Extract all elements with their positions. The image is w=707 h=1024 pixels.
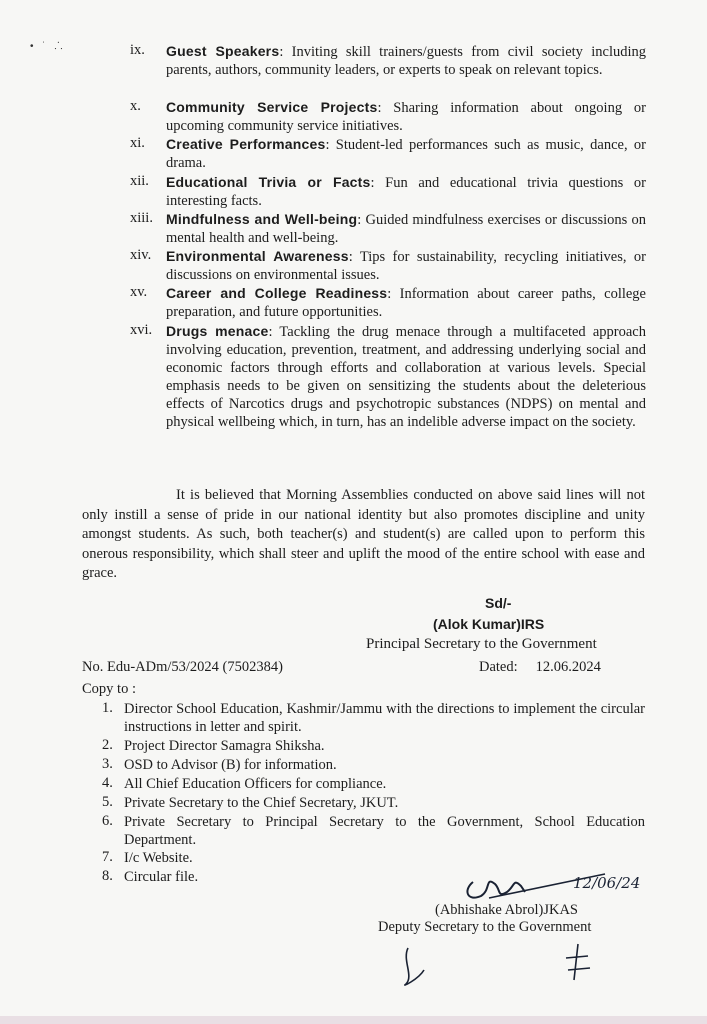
copy-item-text: Project Director Samagra Shiksha. bbox=[124, 738, 325, 754]
list-item-body: : Sharing information about ongoing or upcoming community service initiatives. bbox=[166, 100, 646, 134]
signature-date: 12/06/24 bbox=[573, 874, 641, 892]
signatory-title: Principal Secretary to the Government bbox=[366, 636, 597, 652]
list-item-title: Guest Speakers bbox=[166, 43, 280, 59]
copy-item-text: Private Secretary to Principal Secretary to the Government, School Education Department. bbox=[124, 814, 645, 848]
dated-line bbox=[479, 659, 601, 676]
scan-specks: • ˙ ⸫ bbox=[30, 41, 66, 52]
reference-number: No. Edu-ADm/53/2024 (7502384) bbox=[82, 659, 283, 675]
list-item-body: : Tips for sustainability, recycling initiatives, or discussions on environmental issues. bbox=[166, 249, 646, 283]
signatory-name: (Alok Kumar)IRS bbox=[433, 616, 545, 632]
copy-item-number: 7. bbox=[102, 849, 113, 865]
list-item-body: : Inviting skill trainers/guests from civil society including parents, authors, community leaders, or experts to speak on relevant topics. bbox=[166, 44, 646, 78]
list-item-text bbox=[166, 98, 646, 135]
list-item-title: Drugs menace bbox=[166, 323, 269, 339]
list-item-text bbox=[166, 322, 646, 431]
list-item-number: xv. bbox=[130, 284, 148, 300]
list-item-title: Educational Trivia or Facts bbox=[166, 174, 371, 190]
deputy-name: (Abhishake Abrol)JKAS bbox=[435, 902, 578, 918]
copy-item-text: All Chief Education Officers for compliance. bbox=[124, 776, 387, 792]
scan-edge bbox=[0, 1016, 707, 1024]
list-item-number: xvi. bbox=[130, 322, 153, 338]
list-item-body: : Tackling the drug menace through a multifaceted approach involving education, prevention, treatment, and addressing underlying social and economic factors through efforts and collaboration at various levels. Special emphasis needs to be given on sensitizing the students about the deleterious effects of Narcotics drugs and psychotropic substances (NDPS) on mental and physical wellbeing which, in turn, has an indelible adverse impact on the society. bbox=[166, 324, 646, 430]
deputy-title: Deputy Secretary to the Government bbox=[378, 919, 592, 935]
copy-item-text: Circular file. bbox=[124, 869, 199, 885]
list-item-text bbox=[166, 173, 646, 210]
copy-item-number: 6. bbox=[102, 813, 113, 829]
list-item-title: Mindfulness and Well-being bbox=[166, 211, 358, 227]
list-item-title: Career and College Readiness bbox=[166, 285, 388, 301]
copy-item-text: Private Secretary to the Chief Secretary, JKUT. bbox=[124, 795, 399, 811]
list-item-number: xi. bbox=[130, 135, 145, 151]
list-item-body: : Student-led performances such as music, dance, or drama. bbox=[166, 137, 646, 171]
copy-item-text: I/c Website. bbox=[124, 850, 193, 866]
copy-item-text: OSD to Advisor (B) for information. bbox=[124, 757, 337, 773]
copy-item-number: 1. bbox=[102, 700, 113, 716]
closing-paragraph: It is believed that Morning Assemblies conducted on above said lines will not only instill a sense of pride in our national identity but also promotes discipline and unity amongst students. As such, both teacher(s) and student(s) are called upon to perform this onerous responsibility, which shall steer and uplift the mood of the entire school with ease and grace. bbox=[82, 487, 645, 581]
list-item-text bbox=[166, 247, 646, 284]
list-item-text bbox=[166, 210, 646, 247]
list-item-text bbox=[166, 135, 646, 172]
signed-mark: Sd/- bbox=[485, 595, 512, 611]
copy-item-number: 2. bbox=[102, 737, 113, 753]
list-item-number: xiii. bbox=[130, 210, 153, 226]
list-item-text bbox=[166, 284, 646, 321]
second-signature-scribble bbox=[388, 940, 618, 990]
list-item-title: Community Service Projects bbox=[166, 99, 378, 115]
dated-label: Dated: bbox=[479, 659, 518, 675]
list-item-number: xiv. bbox=[130, 247, 152, 263]
copy-item-text: Director School Education, Kashmir/Jammu with the directions to implement the circular instructions in letter and spirit. bbox=[124, 701, 645, 735]
list-item-number: xii. bbox=[130, 173, 149, 189]
copy-item-number: 4. bbox=[102, 775, 113, 791]
list-item-number: x. bbox=[130, 98, 141, 114]
copy-item-number: 3. bbox=[102, 756, 113, 772]
list-item-body: : Guided mindfulness exercises or discussions on mental health and well-being. bbox=[166, 212, 646, 246]
list-item-title: Creative Performances bbox=[166, 136, 326, 152]
list-item-title: Environmental Awareness bbox=[166, 248, 349, 264]
copy-to-label: Copy to : bbox=[82, 681, 136, 697]
list-item-body: : Fun and educational trivia questions or interesting facts. bbox=[166, 175, 646, 209]
list-item-number: ix. bbox=[130, 42, 145, 58]
list-item-body: : Information about career paths, college preparation, and future opportunities. bbox=[166, 286, 646, 320]
copy-item-number: 5. bbox=[102, 794, 113, 810]
dated-value: 12.06.2024 bbox=[535, 659, 601, 675]
list-item-text bbox=[166, 42, 646, 79]
copy-item-number: 8. bbox=[102, 868, 113, 884]
